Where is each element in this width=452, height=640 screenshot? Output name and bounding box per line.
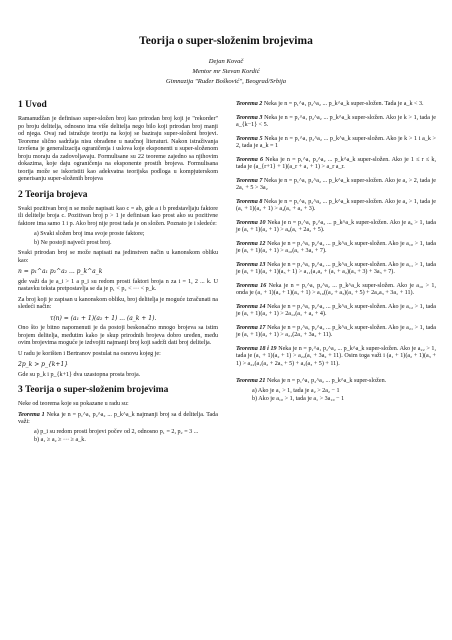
paragraph: gde važi da je a_i > 1 a p_i su redom prosti faktori broja n za i = 1, 2 ... k. U nastavku teksta pretpostavlja se da je p₁ < p₂ < ··· < p_k. (18, 278, 218, 292)
theorem-label: Teorema 16 (236, 282, 267, 289)
theorem-item (236, 199, 436, 214)
theorem-label: Teorema 14 (236, 303, 266, 310)
paragraph: U radu je korišten i Bertranov postulat na osnovu kojeg je: (18, 350, 161, 357)
theorem-label: Teorema 10 (236, 219, 266, 226)
theorem-label: Teorema 8 (236, 198, 263, 205)
theorem-text: Neka je n = p₁^a₁ p₂^a₂ ... p_k^a_k super-složen. Ako je a₁₀ > 1, tada je (a₁ + 1)(a₂ + 1) > a₁₀(a₁ + 3a₂ + 7). (236, 240, 436, 254)
theorem-text: Neka je n = p₁^a₁ p₂^a₂ ... p_k^a_k super-složen. Ako je a₄ > 1, tada je (a₁ + 1)(a₂ + 1) > a₄(a₁ + a₂ + 3). (236, 198, 436, 212)
theorem-item (236, 220, 436, 235)
mentor-name: Mentor mr Stevan Kordić (192, 68, 260, 75)
section-heading-intro: 1 Uvod (18, 100, 47, 110)
theorem-item (236, 241, 436, 256)
theorem-text: Neka je n = p₁^a₁ p₂^a₂ ... p_k^a_k super-složen. Ako je k > 1, tada je a_{k−1} < 5. (236, 114, 436, 128)
theorem-item (236, 101, 436, 109)
theorem-label: Teorema 13 (236, 261, 266, 268)
theorem-text: Neka je n = p₁^a₁ p₂^a₂ ... p_k^a_k super-složen. Ako je a₁₂ > 1, tada je (a₁ + 1)(a₂ + 1) > 2a₁₂(a₁ + a₂ + 4). (236, 303, 436, 317)
theorem-item (236, 304, 436, 319)
right-column (236, 101, 436, 407)
theorem-1 (18, 412, 218, 427)
theorem-text: Neka je n = p₁^a₁ p₂^a₂ ... p_k^a_k super-složen. (266, 378, 387, 384)
theorem-text: Neka je n = p₁^a₁ p₂^a₂ ... p_k^a_k super-složen. Ako je a₂₁ > 1, tada je (a₁ + 1)(a₂ + 1) > a₂₁(2a₁ + 3a₂ + 11). (236, 324, 436, 338)
theorem-text: Neka je n = p₁^a₁ p₂^a₂ ... p_k^a_k super-složen. Ako je a₁₆ > 1, onda je (a₁ + 1)(a₂ + 1)(a₃ + 1) > a₁₆((a₂ + a₃)(a₁ + 5) + 2a₂a₃ + 3a₁ + 11). (236, 282, 436, 296)
theorem-label: Teorema 17 (236, 324, 266, 331)
theorem-text: Neka je n = p₁^a₁ p₂^a₂ ... p_k^a_k super-složen. Ako je a₂₂ > 1, tada je (a₁ + 1)(a₂ + 1) > a₂₂(a₁ + 3a₂ + 11). Osim toga važi i (a₁ + 1)(a₂ + 1)(a₃ + 1) > a₂₂(a₁(a₂ + 2a₃ + 5) + a₂(a₃ + 5) + 11). (236, 345, 436, 367)
theorem-label: Teorema 12 (236, 240, 266, 247)
paragraph: Gde su p_k i p_{k+1} dva uzastopna prosta broja. (18, 371, 141, 378)
intro-paragraph: Ramanudžan je definisao super-složen broj kao prirodan broj koji je "rekorder" po broju delitelja, odnosno ima više delitelja nego bilo koji prirodan broj manji od njega. Ovaj rad istražuje teoriju na kojoj se baziraju super-složeni brojevi. Teoreme slično sadržaja nisu obrađene u naučnoj literaturi. Nakon istraživanja izvršena je generalizacija ograničenja i uslova koje eksponenti u super-složenom broju moraju da zadovoljavaju. Formulisane su 22 teoreme zajedno sa njihovim dokazima, koje daju ograničenja na eksponente prostih brojeva. Formulisana teorija može se iskoristiti kao adekvatna teorijska podloga u kompjuterskom generisanju super-složenih brojeva (18, 116, 218, 182)
theorem-label: Teorema 6 (236, 156, 264, 163)
section-heading-super-composite: 3 Teorija o super-složenim brojevima (18, 385, 169, 395)
list-item: b) Ako je a₁₀ > 1, tada je a₁ > 3a₁₀ − 1 (252, 396, 345, 402)
theorem-list (236, 101, 436, 368)
list-item: a) p_i su redom prosti brojevi počev od 2, odnosno p₁ = 2, p₂ = 3 ... (34, 428, 199, 435)
formula-divisor-count: τ(n) = (a₁ + 1)(a₂ + 1) ... (a_k + 1). (50, 314, 157, 322)
theorem-21-list (236, 388, 436, 404)
theorem-1-list (18, 429, 218, 445)
theorem-text: Neka je n = p₁^a₁ p₂^a₂ ... p_k^a_k super-složen. Ako je a₁₁ > 1, tada je (a₁ + 1)(a₂ + 1)(a₃ + 1) > a₁₁(a₁a₂ + (a₁ + a₂)(a₃ + 3) + 3a₃ + 7). (236, 261, 436, 275)
list-item: a) Ako je a₁ > 1, tada je a₂ > 2a₂ − 1 (252, 387, 340, 394)
theorem-label: Teorema 1 (18, 411, 45, 418)
theorem-item (236, 136, 436, 151)
section-heading-number-theory: 2 Teorija brojeva (18, 189, 88, 200)
theorem-text: Neka je n = p₁^a₁ p₂^a₂ ... p_k^a_k super-složen. Ako je a₂ > 2, tada je 2a₁ + 5 > 3a₂ (236, 177, 436, 191)
paragraph: Svaki pozitivan broj n se može napisati kao c = ab, gde a i b predstavljaju faktore ili delitelje broja c. Pozitivan broj p > 1 je definisan kao prost ako su pozitivne faktore ima samo 1 i p. Ako broj nije prost tada je on složen. Poznato je i sledeće: (18, 205, 218, 227)
theorem-item (236, 178, 436, 193)
theorem-label: Teorema 3 (236, 114, 263, 121)
theorem-item (236, 346, 436, 369)
paragraph: Neke od teorema koje su pokazane u radu su: (18, 401, 129, 407)
theorem-item (236, 262, 436, 277)
theorem-label: Teorema 18 i 19 (236, 345, 277, 352)
theorem-item (236, 115, 436, 130)
theorem-label: Teorema 21 (236, 378, 266, 384)
theorem-text: Neka je n = p₁^a₁ p₂^a₂ ... p_k^a_k super-složen. Ako je a₆ > 1, tada je (a₁ + 1)(a₂ + 1) > a₆(a₁ + 2a₂ + 5). (236, 219, 436, 233)
left-column (18, 100, 218, 448)
theorem-text: Neka je n = p₁^a₁ p₂^a₂ ... p_k^a_k super-složen. Ako je k > 1 i a_k > 2, tada je a_k = 1 (236, 135, 436, 149)
theorem-item (236, 283, 436, 298)
theorem-label: Teorema 7 (236, 177, 263, 184)
theorem-text: Neka je n = p₁^a₁ p₂^a₂ ... p_k^a_k najmanji broj sa d delitelja. Tada važi: (18, 411, 218, 425)
paragraph: Za broj koji je zapisan u kanonskom obliku, broj delitelja je moguće izračunati na sledeći način: (18, 296, 218, 310)
list-item: a) Svaki složen broj ima svoje proste faktore; (34, 231, 145, 237)
theorem-text: Neka je n = p₁^a₁ p₂^a₂ ... p_k^a_k super-složen. Tada je a_k < 3. (263, 101, 424, 107)
paper-title: Teorija o super-složenim brojevima (139, 35, 313, 47)
theorem-item (236, 157, 436, 172)
formula-canonical-form: n = p₁^a₁ p₂^a₂ ... p_k^a_k (18, 268, 103, 275)
theorem-item (236, 325, 436, 340)
fact-list (18, 231, 218, 247)
theorem-label: Teorema 2 (236, 101, 263, 107)
theorem-label: Teorema 5 (236, 135, 263, 142)
school-affiliation: Gimnazija "Ruđer Bošković", Beograd/Srbija (165, 78, 287, 85)
list-item: b) Ne postoji najveći prost broj. (34, 239, 112, 246)
paragraph: Ono što je bitno napomenuti je da postoji beskonačno mnogo brojeva sa istim brojem delitelja, međutim kako je skup prirodnih brojeva dobro uređen, među ovim brojevima moguće je izdvojiti najmanji broj koji sadrži dati broj delitelja. (18, 325, 218, 346)
author-name: Dejan Kovač (208, 58, 244, 65)
theorem-text: Neka je n = p₁^a₁ p₂^a₂ ... p_k^a_k super-složen. Ako je 1 ≤ r ≤ k, tada je (a_{r+1} + 1)(a_r + a₁ + 1) > a_r a_r. (236, 156, 436, 170)
formula-bertrand: 2p_k > p_{k+1} (18, 361, 69, 368)
paragraph: Svaki prirodan broj se može napisati na jedinstven način u kanonskom obliku kao: (18, 250, 218, 264)
list-item: b) a₁ ≥ a₂ ≥ ··· ≥ a_k. (34, 437, 86, 443)
theorem-21 (236, 378, 436, 386)
